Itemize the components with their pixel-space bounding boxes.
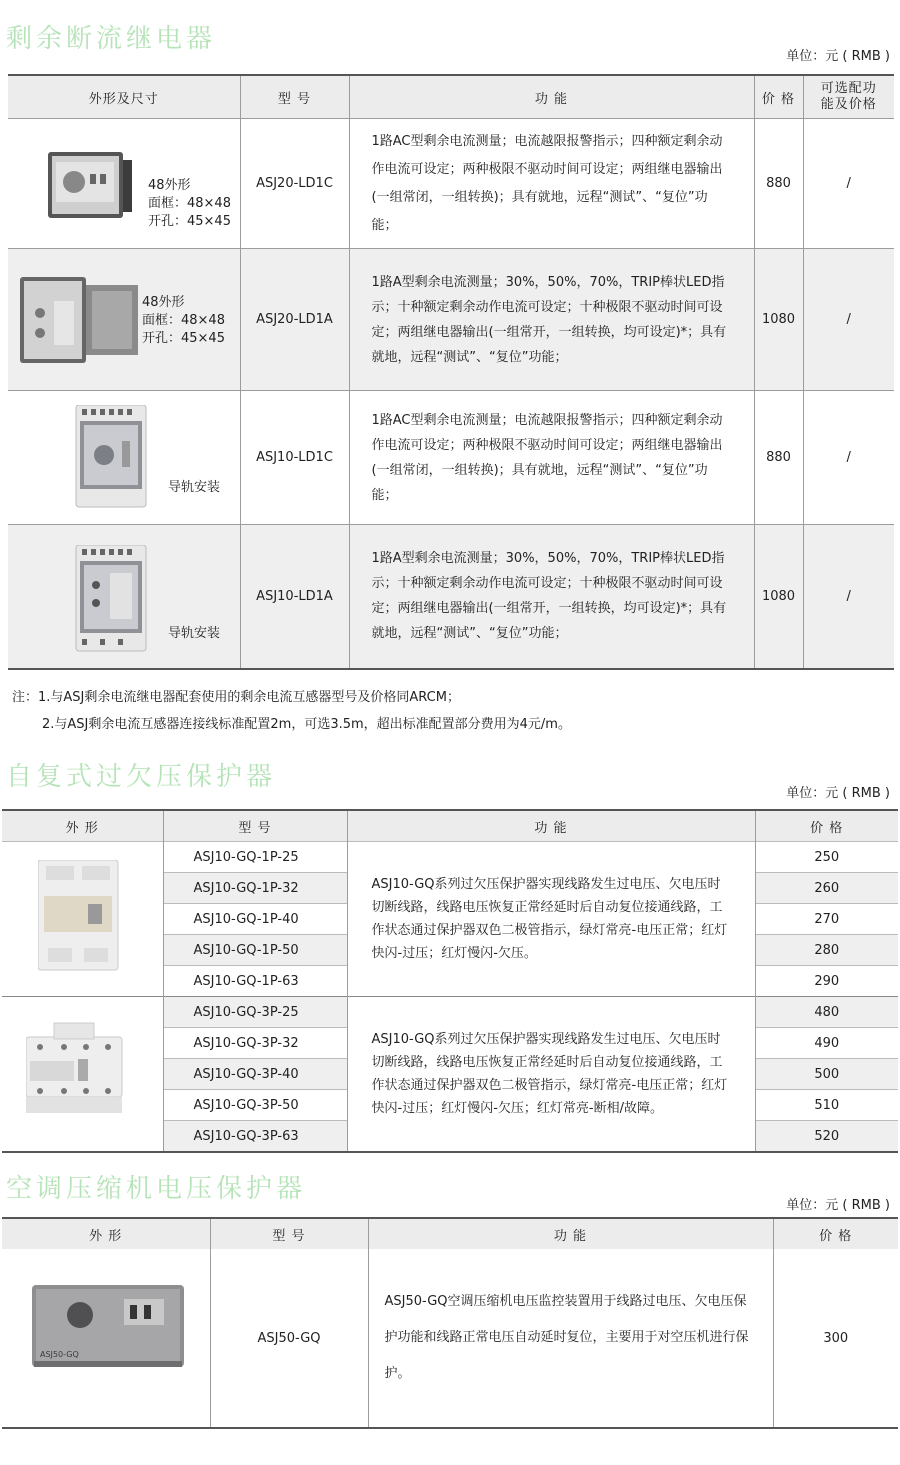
notes bbox=[12, 684, 571, 738]
din-relay-image bbox=[74, 405, 150, 509]
function-cell: 1路A型剩余电流测量；30%，50%，70%，TRIP棒状LED指示；十种额定剩余动作电流可设定；十种极限不驱动时间可设定；两组继电器输出(一组常开，一组转换，均可设定)*；具有就地，远程“测试”、“复位”功能； bbox=[349, 249, 754, 391]
price-cell: 280 bbox=[755, 935, 898, 966]
price-cell: 880 bbox=[754, 391, 803, 525]
option-cell: / bbox=[846, 176, 851, 191]
three-pole-protector-image bbox=[26, 1021, 126, 1115]
relay-table-header bbox=[8, 75, 894, 119]
model-cell: ASJ10-GQ-1P-25 bbox=[163, 842, 347, 873]
function-cell: ASJ10-GQ系列过欠压保护器实现线路发生过电压、欠电压时切断线路，线路电压恢复正常经延时后自动复位接通线路，工作状态通过保护器双色二极管指示，绿灯常亮-电压正常；红灯快闪-过压；红灯慢闪-欠压。 bbox=[347, 842, 755, 997]
header-model: 型 号 bbox=[240, 75, 349, 119]
model-cell: ASJ10-GQ-3P-50 bbox=[163, 1090, 347, 1121]
header-shape: 外 形 bbox=[2, 1218, 210, 1249]
shape-cell bbox=[2, 997, 163, 1153]
header-price: 价 格 bbox=[819, 1228, 853, 1244]
function-cell: 1路A型剩余电流测量；30%，50%，70%，TRIP棒状LED指示；十种额定剩余动作电流可设定；十种极限不驱动时间可设定；两组继电器输出(一组常开，一组转换，均可设定)*；具有就地，远程“测试”、“复位”功能； bbox=[349, 525, 754, 669]
price-cell: 270 bbox=[755, 904, 898, 935]
table-row bbox=[8, 119, 894, 249]
header-shape: 外 形 bbox=[2, 810, 163, 842]
note-2: 2.与ASJ剩余电流互感器连接线标准配置2m，可选3.5m，超出标准配置部分费用为4元/m。 bbox=[42, 717, 571, 732]
model-cell: ASJ10-GQ-1P-63 bbox=[163, 966, 347, 997]
compressor-protector-table bbox=[2, 1217, 898, 1429]
table-row bbox=[2, 1249, 898, 1428]
header-function: 功 能 bbox=[368, 1218, 773, 1249]
section1-title: 剩余断流继电器 bbox=[6, 24, 217, 54]
function-cell: ASJ10-GQ系列过欠压保护器实现线路发生过电压、欠电压时切断线路，线路电压恢复正常经延时后自动复位接通线路，工作状态通过保护器双色二极管指示，绿灯常亮-电压正常；红灯快闪-过压；红灯慢闪-欠压；红灯常亮-断相/故障。 bbox=[347, 997, 755, 1153]
price-cell: 300 bbox=[823, 1330, 849, 1346]
model-cell: ASJ10-GQ-1P-40 bbox=[163, 904, 347, 935]
model-cell: ASJ20-LD1A bbox=[240, 249, 349, 391]
header-option: 可选配功能及价格 bbox=[820, 81, 877, 112]
shape-cell bbox=[2, 842, 163, 997]
price-cell: 520 bbox=[755, 1121, 898, 1153]
model-cell: ASJ10-LD1A bbox=[240, 525, 349, 669]
header-shape: 外形及尺寸 bbox=[8, 75, 240, 119]
compressor-protector-image bbox=[32, 1285, 188, 1371]
shape-text: 48外形 面框：48×48 开孔：45×45 bbox=[142, 295, 225, 346]
single-pole-protector-image bbox=[38, 860, 122, 972]
table-row bbox=[8, 249, 894, 391]
model-cell: ASJ10-GQ-3P-25 bbox=[163, 997, 347, 1028]
header-function: 功 能 bbox=[347, 810, 755, 842]
function-cell: 1路AC型剩余电流测量；电流越限报警指示；四种额定剩余动作电流可设定；两种极限不驱动时间可设定；两组继电器输出(一组常闭，一组转换)；具有就地，远程“测试”、“复位”功能； bbox=[349, 391, 754, 525]
table-row bbox=[8, 525, 894, 669]
model-cell: ASJ20-LD1C bbox=[240, 119, 349, 249]
panel-relay-image bbox=[48, 152, 133, 219]
section3-title: 空调压缩机电压保护器 bbox=[6, 1174, 307, 1204]
price-cell: 1080 bbox=[754, 525, 803, 669]
section2-title: 自复式过欠压保护器 bbox=[6, 762, 277, 792]
header-model: 型 号 bbox=[210, 1218, 368, 1249]
option-cell: / bbox=[846, 588, 851, 604]
price-cell: 480 bbox=[755, 997, 898, 1028]
price-cell: 290 bbox=[755, 966, 898, 997]
table-row bbox=[2, 842, 898, 873]
shape-cell bbox=[2, 1249, 210, 1428]
option-cell: / bbox=[846, 450, 851, 465]
option-cell: / bbox=[846, 312, 851, 327]
function-cell: ASJ50-GQ空调压缩机电压监控装置用于线路过电压、欠电压保护功能和线路正常电压自动延时复位，主要用于对空压机进行保护。 bbox=[368, 1249, 773, 1428]
model-cell: ASJ10-GQ-1P-50 bbox=[163, 935, 347, 966]
header-price: 价 格 bbox=[810, 820, 844, 836]
price-cell: 500 bbox=[755, 1059, 898, 1090]
price-cell: 490 bbox=[755, 1028, 898, 1059]
protector-table-header bbox=[2, 810, 898, 842]
function-cell: 1路AC型剩余电流测量；电流越限报警指示；四种额定剩余动作电流可设定；两种极限不驱动时间可设定；两组继电器输出(一组常闭，一组转换)；具有就地，远程“测试”、“复位”功能； bbox=[349, 119, 754, 249]
shape-cell bbox=[8, 119, 240, 249]
section3-unit: 单位：元 ( RMB ) bbox=[786, 1198, 890, 1213]
section2-unit: 单位：元 ( RMB ) bbox=[786, 786, 890, 801]
model-cell: ASJ10-GQ-3P-63 bbox=[163, 1121, 347, 1153]
header-price: 价 格 bbox=[754, 75, 803, 119]
section1-unit: 单位：元 ( RMB ) bbox=[786, 49, 890, 64]
note-1: 注：1.与ASJ剩余电流继电器配套使用的剩余电流互感器型号及价格同ARCM； bbox=[12, 690, 460, 705]
price-cell: 1080 bbox=[754, 249, 803, 391]
shape-cell bbox=[8, 525, 240, 669]
header-model: 型 号 bbox=[163, 810, 347, 842]
device-label: ASJ50-GQ bbox=[40, 1350, 79, 1359]
din-relay-image bbox=[74, 545, 150, 653]
model-cell: ASJ10-GQ-3P-40 bbox=[163, 1059, 347, 1090]
shape-cell bbox=[8, 249, 240, 391]
shape-text: 导轨安装 bbox=[168, 480, 221, 495]
price-cell: 880 bbox=[754, 119, 803, 249]
compressor-table-header bbox=[2, 1218, 898, 1249]
model-cell: ASJ10-GQ-1P-32 bbox=[163, 873, 347, 904]
price-cell: 250 bbox=[755, 842, 898, 873]
protector-table bbox=[2, 809, 898, 1153]
table-row bbox=[2, 997, 898, 1028]
price-cell: 260 bbox=[755, 873, 898, 904]
model-cell: ASJ10-LD1C bbox=[240, 391, 349, 525]
shape-text: 导轨安装 bbox=[168, 626, 221, 641]
table-row bbox=[8, 391, 894, 525]
relay-table bbox=[8, 74, 894, 670]
shape-cell bbox=[8, 391, 240, 525]
shape-text: 48外形 面框：48×48 开孔：45×45 bbox=[148, 178, 231, 229]
price-cell: 510 bbox=[755, 1090, 898, 1121]
header-function: 功 能 bbox=[349, 75, 754, 119]
model-cell: ASJ10-GQ-3P-32 bbox=[163, 1028, 347, 1059]
model-cell: ASJ50-GQ bbox=[210, 1249, 368, 1428]
panel-relay-image bbox=[20, 277, 140, 365]
